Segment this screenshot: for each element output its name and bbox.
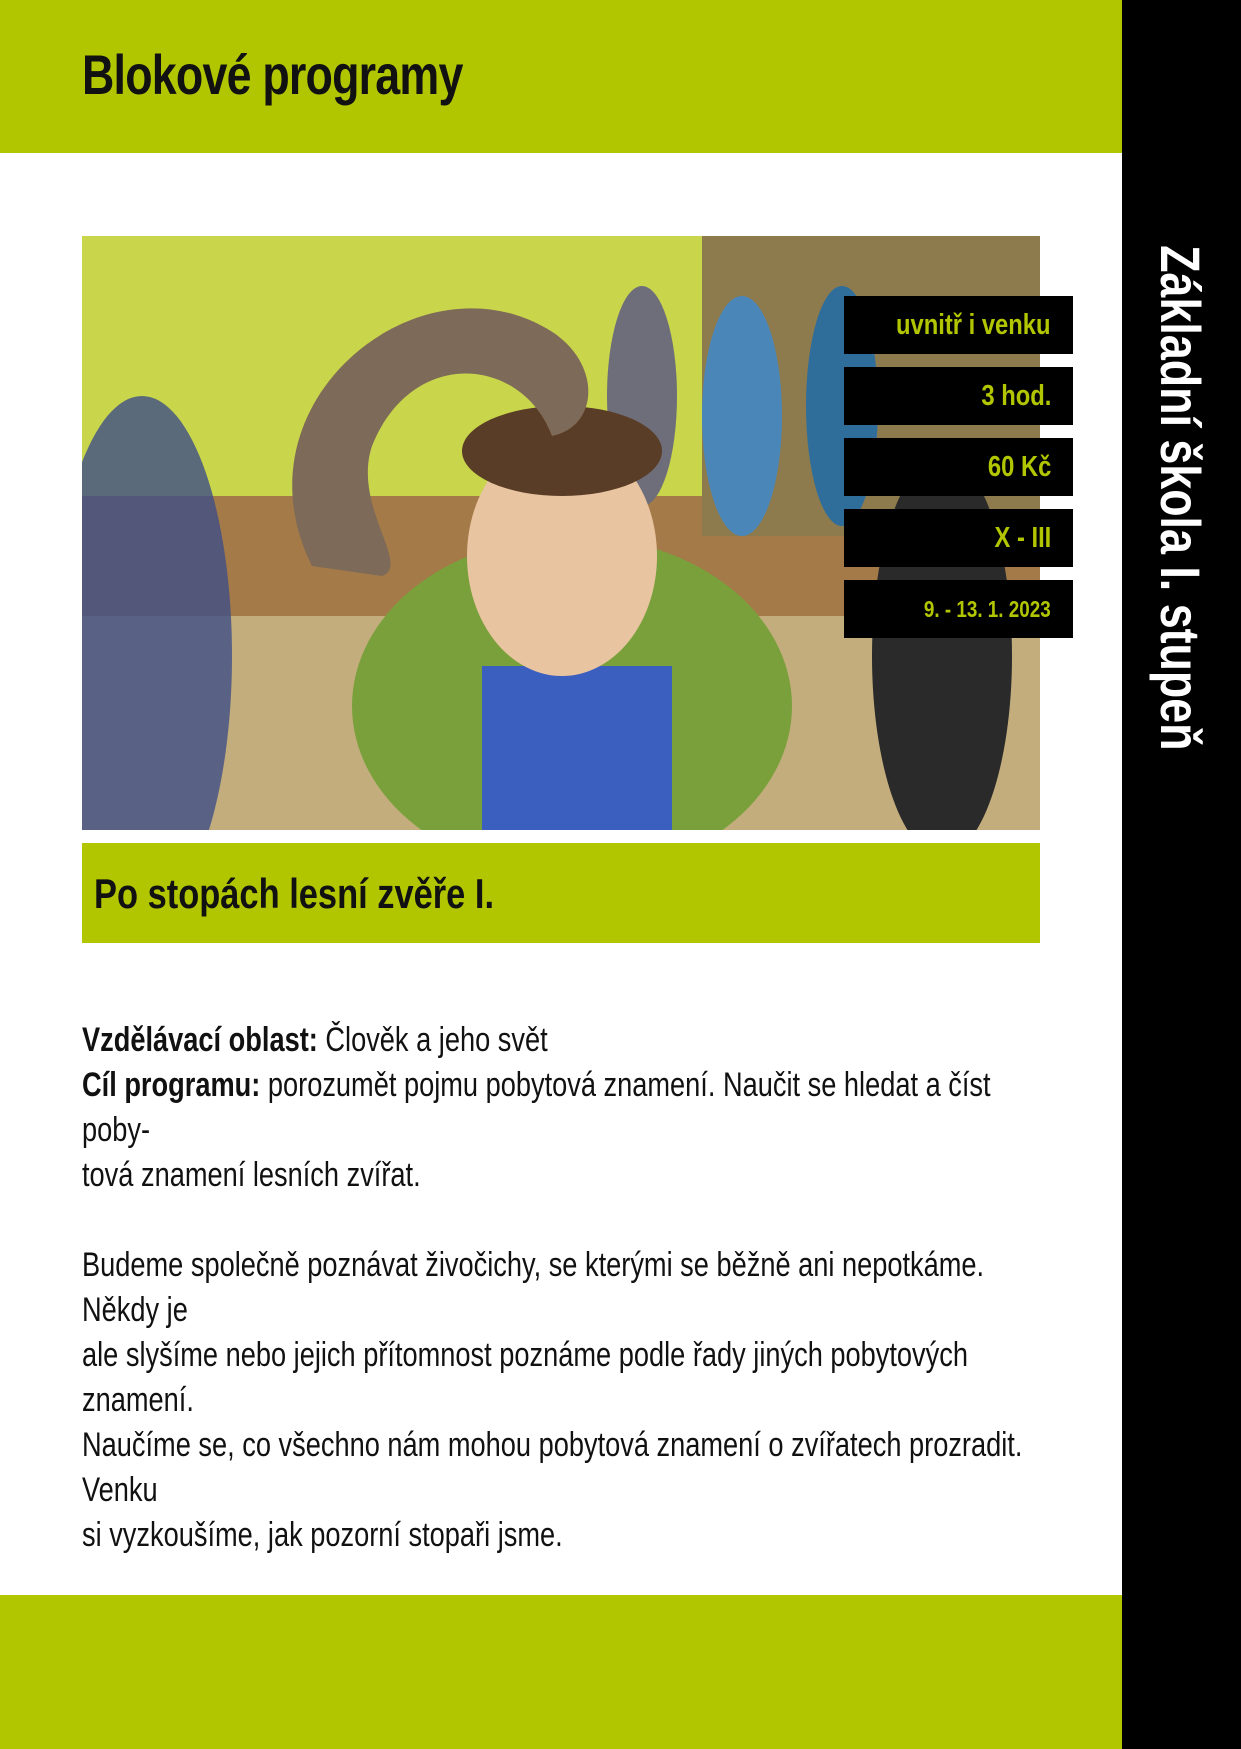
description-line-3: Naučíme se, co všechno nám mohou pobytová znamení o zvířatech prozradit. Venku	[82, 1426, 1023, 1509]
description-line-1: Budeme společně poznávat živočichy, se kterými se běžně ani nepotkáme. Někdy je	[82, 1246, 985, 1329]
goal-text-2: tová znamení lesních zvířat.	[82, 1156, 421, 1194]
goal-line	[82, 1063, 1034, 1153]
area-value: Člověk a jeho svět	[325, 1021, 548, 1059]
tag-price-text: 60 Kč	[987, 450, 1051, 483]
goal-text-1: porozumět pojmu pobytová znamení. Naučit se hledat a číst poby-	[82, 1066, 991, 1149]
tag-months	[844, 509, 1073, 567]
tag-dates	[844, 580, 1073, 638]
header-band	[0, 0, 1122, 153]
tag-price	[844, 438, 1073, 496]
sidebar-title-text: Základní škola I. stupeň	[1149, 245, 1212, 751]
tag-months-text: X - III	[994, 521, 1051, 554]
goal-label: Cíl programu:	[82, 1066, 261, 1104]
paragraph-gap	[82, 1198, 1034, 1243]
page-title: Blokové programy	[82, 43, 463, 106]
description-line-4: si vyzkoušíme, jak pozorní stopaři jsme.	[82, 1516, 563, 1554]
tag-duration-text: 3 hod.	[980, 379, 1051, 412]
program-title-band	[82, 843, 1040, 943]
area-line	[82, 1018, 1034, 1063]
tag-duration	[844, 367, 1073, 425]
tag-location-text: uvnitř i venku	[896, 308, 1051, 341]
tag-location	[844, 296, 1073, 354]
tag-dates-text: 9. - 13. 1. 2023	[924, 595, 1051, 622]
program-details	[82, 1018, 1034, 1558]
description-line-2: ale slyšíme nebo jejich přítomnost poznáme podle řady jiných pobytových znamení.	[82, 1336, 968, 1419]
footer-band	[0, 1595, 1122, 1749]
area-label: Vzdělávací oblast:	[82, 1021, 318, 1059]
sidebar-title	[1149, 148, 1212, 848]
program-title: Po stopách lesní zvěře I.	[94, 870, 495, 917]
